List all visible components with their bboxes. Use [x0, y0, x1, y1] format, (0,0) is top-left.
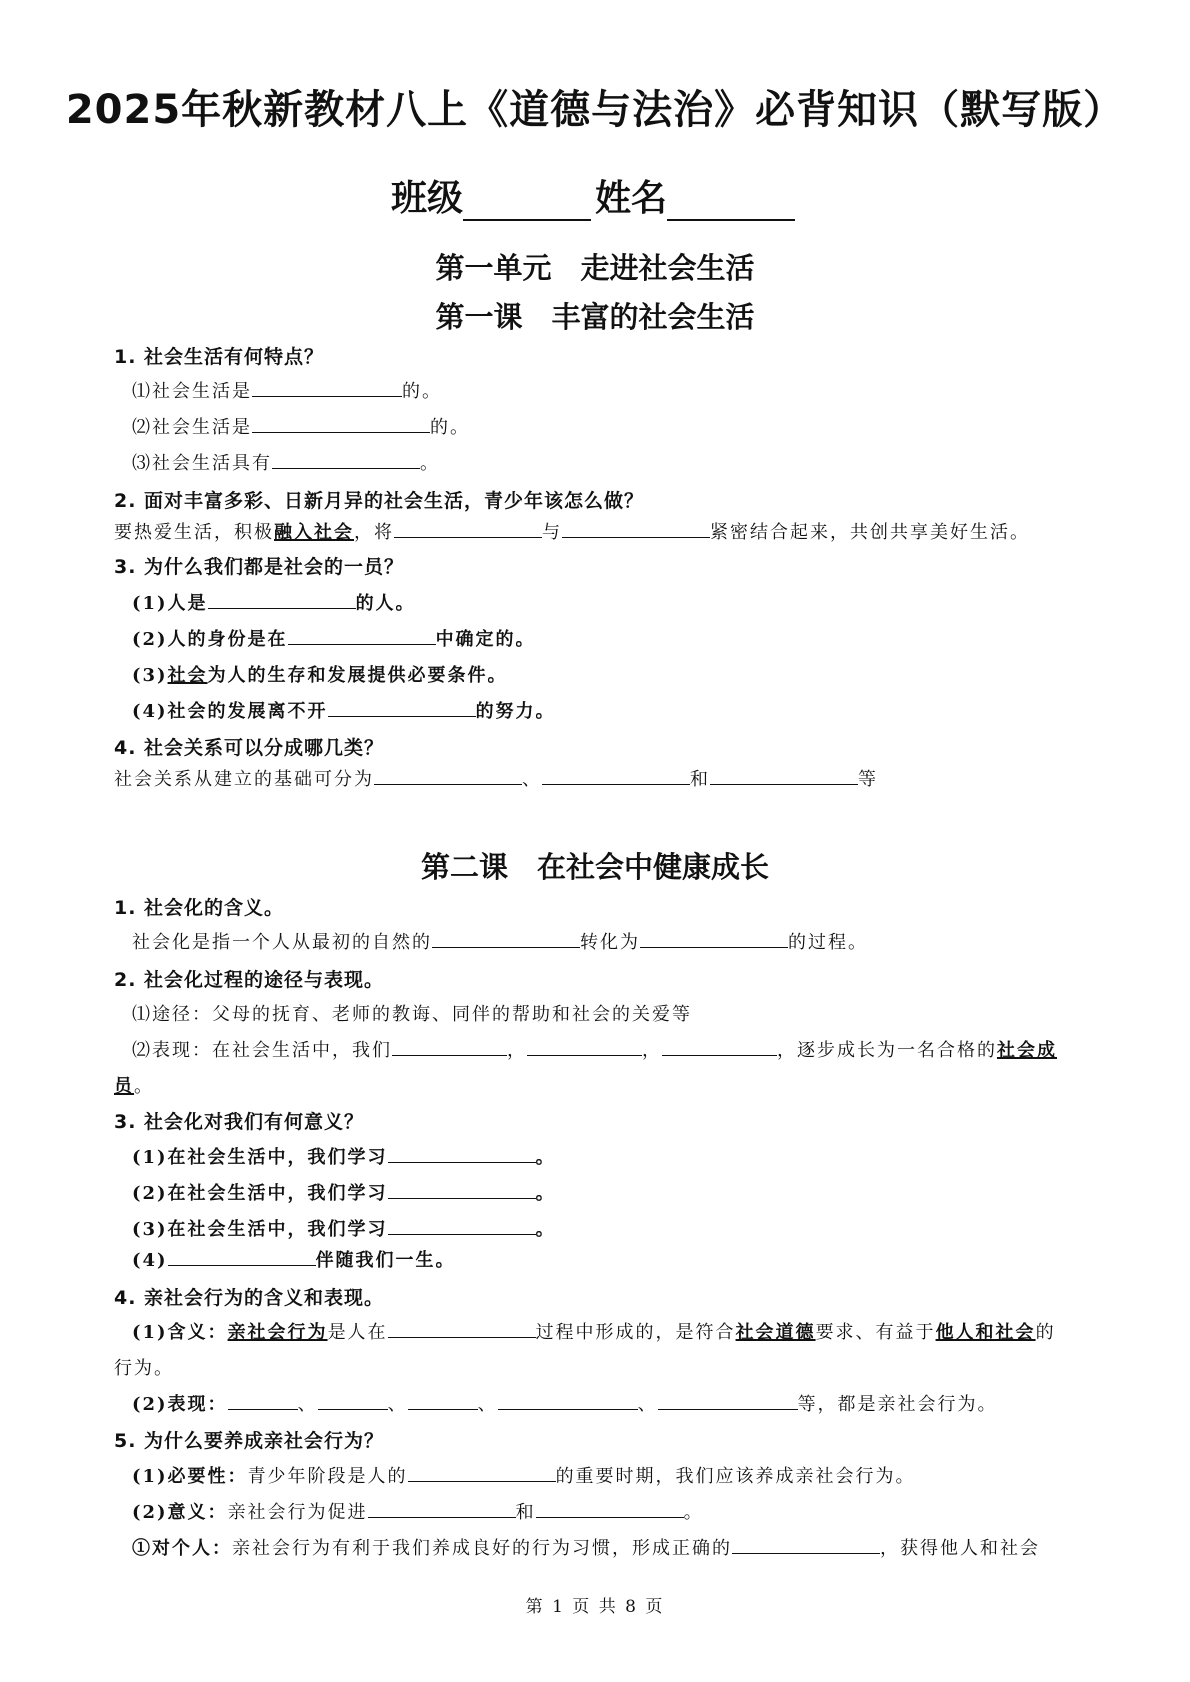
name-blank[interactable]: [667, 183, 795, 221]
blank[interactable]: [408, 1391, 478, 1410]
l1-question-1: 1. 社会生活有何特点？: [114, 346, 325, 368]
l1-q2-answer: 要热爱生活，积极融入社会，将 与 紧密结合起来，共创共享美好生活。: [114, 518, 1030, 544]
l2-q1-answer: 社会化是指一个人从最初的自然的 转化为 的过程。: [132, 928, 868, 954]
blank[interactable]: [168, 1247, 316, 1266]
blank[interactable]: [228, 1391, 298, 1410]
l1-question-2: 2. 面对丰富多彩、日新月异的社会生活，青少年该怎么做？: [114, 490, 645, 512]
l2-q4-item-1: (1)含义：亲社会行为是人在 过程中形成的，是符合社会道德要求、有益于他人和社会的: [132, 1318, 1056, 1344]
l2-q2-item-2-cont: 员。: [114, 1076, 154, 1097]
blank[interactable]: [392, 1037, 507, 1056]
l1-q3-item-3: (3)社会为人的生存和发展提供必要条件。: [132, 665, 508, 686]
l2-q4-item-1-cont: 行为。: [114, 1358, 174, 1379]
lesson2-heading: 第二课 在社会中健康成长: [420, 850, 769, 884]
l1-question-3: 3. 为什么我们都是社会的一员？: [114, 556, 405, 578]
class-blank[interactable]: [463, 183, 591, 221]
blank[interactable]: [272, 450, 420, 469]
blank[interactable]: [658, 1391, 798, 1410]
blank[interactable]: [562, 519, 710, 538]
l2-q3-item-2: (2)在社会生活中，我们学习 。: [132, 1179, 556, 1205]
l2-question-5: 5. 为什么要养成亲社会行为？: [114, 1430, 385, 1452]
lesson1-heading: 第一课 丰富的社会生活: [435, 300, 755, 334]
blank[interactable]: [252, 414, 430, 433]
blank[interactable]: [498, 1391, 638, 1410]
page-footer: 第 1 页 共 8 页: [525, 1597, 665, 1617]
l2-q5-item-1: (1)必要性：青少年阶段是人的 的重要时期，我们应该养成亲社会行为。: [132, 1462, 916, 1488]
blank[interactable]: [536, 1499, 684, 1518]
l1-q4-answer: 社会关系从建立的基础可分为 、 和 等: [114, 765, 878, 791]
blank[interactable]: [328, 698, 476, 717]
l2-question-3: 3. 社会化对我们有何意义？: [114, 1111, 365, 1133]
blank[interactable]: [388, 1319, 536, 1338]
l2-question-4: 4. 亲社会行为的含义和表现。: [114, 1287, 385, 1309]
l2-question-2: 2. 社会化过程的途径与表现。: [114, 969, 385, 991]
l2-q5-item-3: ①对个人：亲社会行为有利于我们养成良好的行为习惯，形成正确的 ，获得他人和社会: [132, 1534, 1040, 1560]
l1-question-4: 4. 社会关系可以分成哪几类？: [114, 737, 385, 759]
l1-q3-item-4: (4)社会的发展离不开 的努力。: [132, 697, 556, 723]
blank[interactable]: [374, 766, 522, 785]
class-name-line: [0, 170, 1190, 221]
l2-q4-item-2: (2)表现： 、 、 、 、 等，都是亲社会行为。: [132, 1390, 998, 1416]
blank[interactable]: [542, 766, 690, 785]
blank[interactable]: [394, 519, 542, 538]
name-label: 姓名: [595, 178, 668, 219]
l2-q3-item-4: (4) 伴随我们一生。: [132, 1246, 456, 1272]
l2-question-1: 1. 社会化的含义。: [114, 897, 285, 919]
blank[interactable]: [662, 1037, 777, 1056]
l2-q3-item-1: (1)在社会生活中，我们学习 。: [132, 1143, 556, 1169]
l2-q2-item-1: ⑴途径：父母的抚育、老师的教诲、同伴的帮助和社会的关爱等: [132, 1004, 692, 1025]
l2-q3-item-3: (3)在社会生活中，我们学习 。: [132, 1215, 556, 1241]
class-label: 班级: [390, 178, 463, 219]
document-title: 2025年秋新教材八上《道德与法治》必背知识（默写版）: [65, 87, 1125, 133]
l2-q2-item-2: ⑵表现：在社会生活中，我们 ， ， ，逐步成长为一名合格的社会成: [132, 1036, 1057, 1062]
l1-q1-item-3: ⑶社会生活具有 。: [132, 449, 440, 475]
l2-q5-item-2: (2)意义：亲社会行为促进 和 。: [132, 1498, 704, 1524]
blank[interactable]: [288, 626, 436, 645]
blank[interactable]: [388, 1216, 536, 1235]
blank[interactable]: [732, 1535, 880, 1554]
unit-heading: 第一单元 走进社会生活: [435, 251, 755, 285]
blank[interactable]: [527, 1037, 642, 1056]
blank[interactable]: [640, 929, 788, 948]
l1-q1-item-2: ⑵社会生活是 的。: [132, 413, 470, 439]
blank[interactable]: [432, 929, 580, 948]
l1-q1-item-1: ⑴社会生活是 的。: [132, 377, 442, 403]
blank[interactable]: [318, 1391, 388, 1410]
blank[interactable]: [252, 378, 402, 397]
blank[interactable]: [710, 766, 858, 785]
blank[interactable]: [408, 1463, 556, 1482]
blank[interactable]: [368, 1499, 516, 1518]
l1-q3-item-2: (2)人的身份是在 中确定的。: [132, 625, 536, 651]
blank[interactable]: [388, 1180, 536, 1199]
blank[interactable]: [208, 590, 356, 609]
l1-q3-item-1: (1)人是 的人。: [132, 589, 416, 615]
blank[interactable]: [388, 1144, 536, 1163]
